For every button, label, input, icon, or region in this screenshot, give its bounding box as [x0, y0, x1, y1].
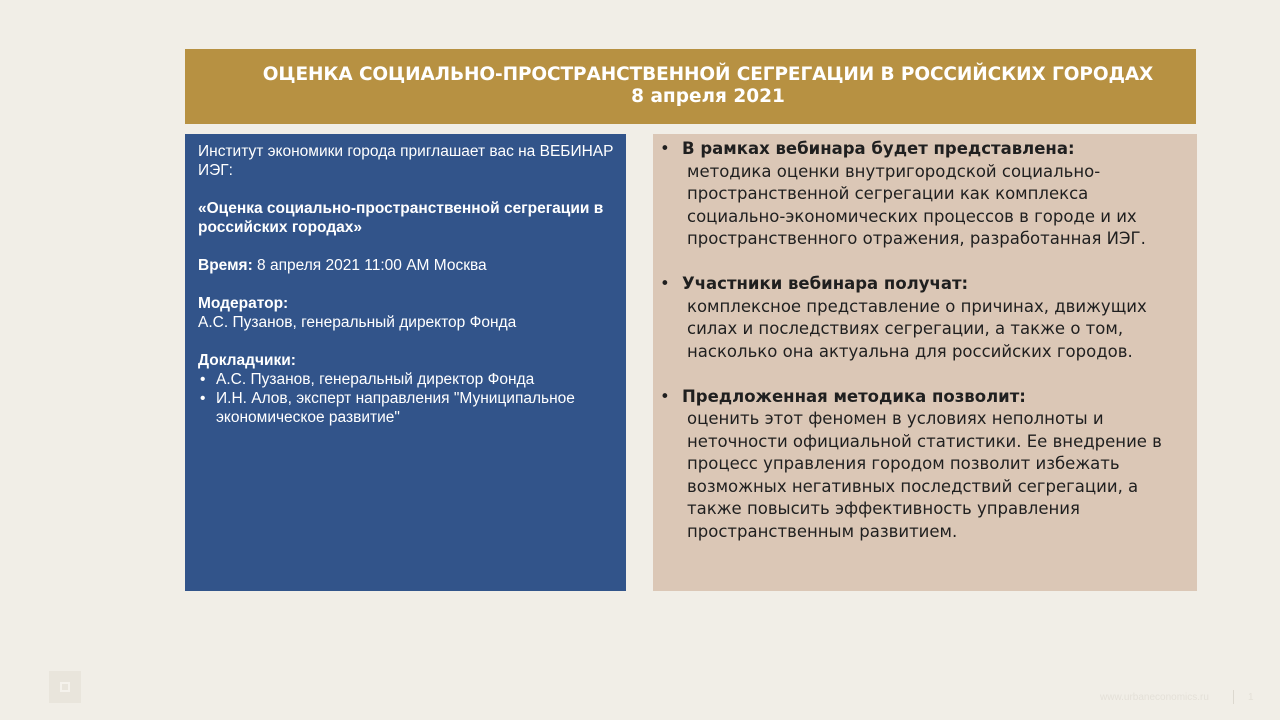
time-label: Время: [198, 257, 253, 274]
moderator-label: Модератор: [198, 295, 289, 312]
speaker-item: • А.С. Пузанов, генеральный директор Фонда [198, 370, 616, 389]
bullet-marker: • [660, 139, 670, 158]
intro-text: Институт экономики города приглашает вас на ВЕБИНАР ИЭГ: [198, 143, 614, 179]
section-heading: Предложенная методика позволит: [682, 386, 1026, 406]
time-line [198, 256, 616, 275]
section-text: методика оценки внутригородской социально-пространственной сегрегации как комплекса социально-экономических процессов в городе и их пространственного отражения, разработанная ИЭГ. [687, 161, 1146, 248]
details-panel [653, 134, 1197, 591]
section-text: оценить этот феномен в условиях неполноты и неточности официальной статистики. Ее внедрение в процесс управления городом позволит избежать возможных негативных последствий сегрегации, а также повысить эффективность управления пространственным развитием. [687, 409, 1162, 541]
speakers-list [198, 370, 616, 427]
section-heading: Участники вебинара получат: [682, 274, 969, 293]
footer-divider [1233, 690, 1234, 704]
page-number: 1 [1248, 692, 1254, 703]
details-section [658, 273, 1187, 363]
bullet-marker: • [660, 386, 670, 406]
logo-icon [49, 671, 81, 703]
section-heading: В рамках вебинара будет представлена: [682, 139, 1075, 158]
webinar-title: «Оценка социально-пространственной сегрегации в российских городах» [198, 200, 604, 236]
speakers-label: Докладчики: [198, 352, 296, 369]
moderator-value: А.С. Пузанов, генеральный директор Фонда [198, 314, 517, 331]
invitation-panel [185, 134, 626, 591]
time-value: 8 апреля 2021 11:00 AM Москва [252, 257, 487, 274]
details-section [658, 138, 1187, 251]
title-banner [185, 49, 1196, 124]
slide-date: 8 апреля 2021 [631, 86, 785, 107]
footer-url: www.urbaneconomics.ru [1100, 692, 1209, 703]
section-text: комплексное представление о причинах, движущих силах и последствиях сегрегации, а также о том, насколько она актуальна для российских городов. [687, 296, 1147, 361]
speaker-item: • И.Н. Алов, эксперт направления "Муниципальное экономическое развитие" [198, 389, 616, 427]
slide-title: ОЦЕНКА СОЦИАЛЬНО-ПРОСТРАНСТВЕННОЙ СЕГРЕГАЦИИ В РОССИЙСКИХ ГОРОДАХ [262, 64, 1154, 85]
bullet-marker: • [660, 274, 670, 293]
details-section [658, 386, 1187, 544]
